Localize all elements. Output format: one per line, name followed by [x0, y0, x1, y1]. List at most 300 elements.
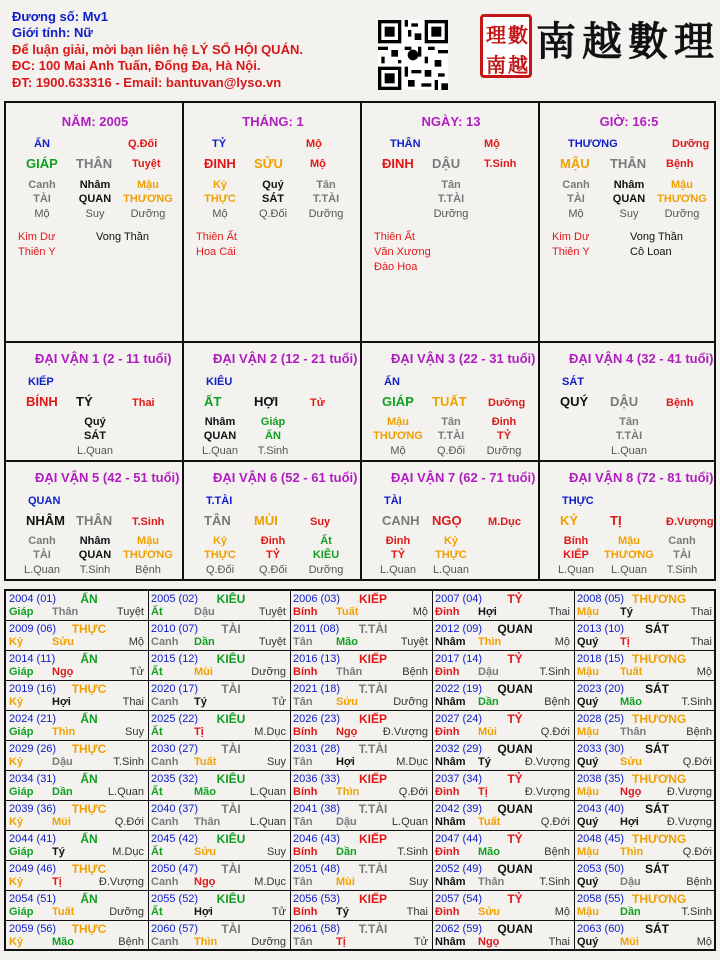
- year-label: 2030 (27): [151, 743, 199, 755]
- dai-van-hidden-ten-god: THƯƠNG: [604, 549, 654, 561]
- year-cell: [432, 711, 575, 741]
- hidden-life-stage: Dưỡng: [308, 208, 344, 220]
- year-cell: [432, 801, 575, 831]
- year-can: Nhâm: [435, 696, 466, 708]
- year-can: Giáp: [9, 606, 34, 618]
- year-label: 2027 (24): [435, 713, 483, 725]
- year-can: Canh: [151, 636, 179, 648]
- year-label: 2026 (23): [293, 713, 341, 725]
- year-label: 2008 (05): [577, 593, 625, 605]
- dai-van-hidden-ten-god: TỶ: [390, 549, 406, 561]
- year-cell: [148, 711, 291, 741]
- year-cell: [432, 591, 575, 621]
- year-chi: Tị: [478, 786, 488, 798]
- year-chi: Tị: [336, 936, 346, 948]
- year-chi: Tuất: [336, 606, 359, 618]
- year-chi: Dần: [52, 786, 73, 798]
- dai-van-hidden-stage: T.Sinh: [79, 564, 111, 576]
- dai-van-title: ĐẠI VẬN 2 (12 - 21 tuổi): [213, 351, 358, 366]
- year-label: 2047 (44): [435, 833, 483, 845]
- year-chi: Tý: [336, 906, 349, 918]
- year-can: Đinh: [435, 666, 460, 678]
- year-label: 2058 (55): [577, 893, 625, 905]
- dai-van-hidden-ten-god: THƯƠNG: [123, 549, 173, 561]
- dai-van-life-stage: Dưỡng: [488, 397, 526, 409]
- year-chi: Sửu: [52, 636, 75, 648]
- year-chi: Ngọ: [336, 726, 358, 738]
- hidden-ten-god: TÀI: [567, 193, 585, 205]
- dai-van-hidden-stage: L.Quan: [432, 564, 470, 576]
- year-life-stage: Suy: [409, 876, 428, 888]
- year-cell: [574, 591, 716, 621]
- header-info: [12, 9, 303, 91]
- year-label: 2025 (22): [151, 713, 199, 725]
- dai-van-hidden-ten-god: QUAN: [203, 430, 237, 442]
- year-ten-god: SÁT: [645, 862, 669, 876]
- hidden-life-stage: Mộ: [34, 208, 50, 220]
- special-star: Văn Xương: [374, 246, 431, 258]
- year-ten-god: THỰC: [71, 802, 107, 816]
- dai-van-chi: DẬU: [610, 394, 639, 409]
- main-chart-panel: [4, 101, 716, 581]
- year-can: Đinh: [435, 786, 460, 798]
- year-label: 2039 (36): [9, 803, 57, 815]
- year-cell: [6, 651, 149, 681]
- year-label: 2050 (47): [151, 863, 199, 875]
- brand-logo-text: 南越數理: [536, 18, 720, 65]
- dai-van-title: ĐẠI VẬN 8 (72 - 81 tuổi): [569, 470, 714, 485]
- pillar-status: Mộ: [484, 138, 500, 150]
- year-life-stage: Bệnh: [544, 846, 570, 858]
- dai-van-life-stage: M.Dục: [488, 516, 521, 528]
- year-label: 2044 (41): [9, 833, 57, 845]
- dai-van-hidden-stage: L.Quan: [76, 445, 114, 457]
- year-can: Mậu: [577, 726, 599, 738]
- year-ten-god: T.TÀI: [358, 682, 388, 696]
- year-ten-god: THỰC: [71, 682, 107, 696]
- year-label: 2045 (42): [151, 833, 199, 845]
- dai-van-hidden-stage: L.Quan: [610, 564, 648, 576]
- dai-van-hidden-stem: Đinh: [385, 535, 411, 547]
- year-chi: Dần: [620, 906, 641, 918]
- year-life-stage: Thai: [548, 936, 570, 948]
- year-can: Bính: [293, 906, 318, 918]
- year-life-stage: M.Dục: [254, 726, 286, 738]
- hidden-life-stage: Q.Đối: [258, 208, 288, 220]
- hidden-ten-god: T.TÀI: [437, 193, 465, 205]
- year-chi: Hợi: [478, 606, 497, 618]
- dai-van-title: ĐẠI VẬN 1 (2 - 11 tuổi): [35, 351, 172, 366]
- year-cell: [432, 861, 575, 891]
- year-label: 2007 (04): [435, 593, 483, 605]
- dai-van-can: BÍNH: [26, 394, 58, 409]
- year-ten-god: KIẾP: [358, 652, 387, 666]
- year-label: 2037 (34): [435, 773, 483, 785]
- year-cell: [290, 681, 433, 711]
- year-life-stage: Dưỡng: [251, 666, 286, 678]
- year-label: 2038 (35): [577, 773, 625, 785]
- contact-note: Để luận giải, mời bạn liên hệ LÝ SỐ HỘI QUÁN.: [12, 41, 303, 57]
- dai-van-hidden-stem: Tân: [441, 416, 461, 428]
- dai-van-hidden-stem: Giáp: [260, 416, 286, 428]
- year-label: 2013 (10): [577, 623, 625, 635]
- year-label: 2022 (19): [435, 683, 483, 695]
- dai-van-title: ĐẠI VẬN 4 (32 - 41 tuổi): [569, 351, 714, 366]
- year-life-stage: Mộ: [128, 636, 144, 648]
- hidden-ten-god: QUAN: [78, 193, 112, 205]
- dai-van-hidden-stem: Mậu: [137, 535, 159, 547]
- year-chi: Tị: [194, 726, 204, 738]
- year-chi: Mão: [52, 936, 74, 948]
- year-cell: [6, 861, 149, 891]
- hidden-stem: Mậu: [671, 179, 693, 191]
- special-star: Thiên Ất: [374, 231, 415, 243]
- year-ten-god: ẤN: [80, 592, 98, 606]
- pillar-ten-god: THƯƠNG: [568, 138, 618, 150]
- year-chi: Tuất: [620, 666, 643, 678]
- year-ten-god: T.TÀI: [358, 862, 388, 876]
- qr-code-icon[interactable]: [378, 20, 448, 90]
- pillar-title: NĂM: 2005: [61, 114, 129, 129]
- year-label: 2018 (15): [577, 653, 625, 665]
- year-label: 2036 (33): [293, 773, 341, 785]
- year-label: 2005 (02): [151, 593, 199, 605]
- year-cell: [432, 681, 575, 711]
- year-cell: [574, 711, 716, 741]
- year-label: 2011 (08): [293, 623, 340, 635]
- year-ten-god: TÀI: [221, 682, 241, 696]
- year-label: 2016 (13): [293, 653, 341, 665]
- dai-van-chi: TÝ: [76, 394, 93, 409]
- dai-van-hidden-stem: Đinh: [491, 416, 517, 428]
- year-can: Tân: [293, 756, 313, 768]
- pillar-title: GIỜ: 16:5: [599, 114, 659, 129]
- hidden-ten-god: SÁT: [262, 193, 284, 205]
- year-cell: [432, 771, 575, 801]
- year-life-stage: M.Dục: [254, 876, 286, 888]
- year-can: Tân: [293, 636, 313, 648]
- year-can: Mậu: [577, 666, 599, 678]
- year-life-stage: Mộ: [554, 906, 570, 918]
- year-life-stage: L.Quan: [391, 816, 428, 828]
- dai-van-hidden-ten-god: KIÊU: [312, 549, 340, 561]
- dai-van-chi: THÂN: [76, 513, 113, 528]
- dai-van-hidden-stem: Nhâm: [79, 535, 111, 547]
- dai-van-chi: NGỌ: [432, 513, 462, 528]
- year-cell: [432, 831, 575, 861]
- year-life-stage: T.Sinh: [113, 756, 144, 768]
- dai-van-hidden-ten-god: ẤN: [265, 430, 281, 442]
- dai-van-hidden-stage: L.Quan: [201, 445, 239, 457]
- year-life-stage: Mộ: [554, 636, 570, 648]
- year-life-stage: Tử: [271, 696, 286, 708]
- year-label: 2061 (58): [293, 923, 341, 935]
- year-chi: Mùi: [52, 816, 71, 828]
- year-ten-god: THỰC: [71, 622, 107, 636]
- year-cell: [6, 741, 149, 771]
- year-cell: [574, 771, 716, 801]
- year-cell: [290, 711, 433, 741]
- year-life-stage: Bệnh: [402, 666, 428, 678]
- year-ten-god: KIÊU: [216, 652, 246, 666]
- dai-van-title: ĐẠI VẬN 6 (52 - 61 tuổi): [213, 470, 358, 485]
- hidden-life-stage: Mộ: [568, 208, 584, 220]
- pillar-ten-god: TỶ: [212, 138, 227, 150]
- dai-van-hidden-ten-god: THỰC: [435, 549, 467, 561]
- year-can: Nhâm: [435, 936, 466, 948]
- year-label: 2042 (39): [435, 803, 483, 815]
- year-ten-god: TỶ: [507, 832, 523, 846]
- year-ten-god: KIÊU: [216, 892, 246, 906]
- year-ten-god: T.TÀI: [358, 802, 388, 816]
- year-chi: Thìn: [620, 846, 644, 858]
- year-ten-god: THƯƠNG: [632, 652, 687, 666]
- year-ten-god: KIÊU: [216, 712, 246, 726]
- hidden-life-stage: Mộ: [212, 208, 228, 220]
- year-label: 2033 (30): [577, 743, 625, 755]
- year-cell: [6, 621, 149, 651]
- year-can: Bính: [293, 666, 318, 678]
- special-star: Hoa Cái: [196, 246, 236, 258]
- dai-van-hidden-stem: Canh: [668, 535, 696, 547]
- dai-van-hidden-ten-god: THỰC: [204, 549, 236, 561]
- year-ten-god: QUAN: [497, 622, 533, 636]
- dai-van-hidden-stem: Mậu: [618, 535, 640, 547]
- address: ĐC: 100 Mai Anh Tuấn, Đống Đa, Hà Nội.: [12, 58, 261, 74]
- pillar-title: THÁNG: 1: [242, 114, 304, 129]
- hidden-life-stage: Dưỡng: [130, 208, 166, 220]
- year-chi: Ngọ: [194, 876, 216, 888]
- year-ten-god: THƯƠNG: [632, 592, 687, 606]
- year-chi: Dậu: [478, 666, 499, 678]
- year-cell: [148, 891, 291, 921]
- year-chi: Dần: [478, 696, 499, 708]
- year-life-stage: Thai: [548, 606, 570, 618]
- year-label: 2006 (03): [293, 593, 341, 605]
- year-can: Giáp: [9, 726, 34, 738]
- year-cell: [290, 651, 433, 681]
- year-can: Quý: [577, 636, 599, 648]
- year-life-stage: Đ.Vượng: [524, 786, 570, 798]
- year-ten-god: THỰC: [71, 862, 107, 876]
- year-cell: [290, 831, 433, 861]
- pillar-status: Q.Đối: [128, 138, 158, 150]
- year-can: Mậu: [577, 786, 599, 798]
- hidden-stem: Kỷ: [212, 179, 228, 191]
- year-can: Nhâm: [435, 816, 466, 828]
- year-life-stage: Đ.Vượng: [382, 726, 428, 738]
- pillar-chi: THÂN: [76, 156, 113, 171]
- dai-van-hidden-stage: Mộ: [390, 445, 406, 457]
- year-label: 2049 (46): [9, 863, 57, 875]
- pillar-can: ĐINH: [382, 156, 414, 171]
- year-chi: Tý: [194, 696, 207, 708]
- dai-van-can: QUÝ: [560, 394, 589, 409]
- dai-van-can: KỶ: [560, 513, 579, 528]
- year-life-stage: L.Quan: [249, 816, 286, 828]
- year-can: Quý: [577, 816, 599, 828]
- year-label: 2029 (26): [9, 743, 57, 755]
- year-cell: [574, 651, 716, 681]
- dai-van-hidden-ten-god: T.TÀI: [615, 430, 643, 442]
- dai-van-hidden-stem: Nhâm: [204, 416, 236, 428]
- year-label: 2015 (12): [151, 653, 199, 665]
- year-label: 2024 (21): [9, 713, 57, 725]
- dai-van-life-stage: Đ.Vượng: [666, 516, 714, 528]
- dai-van-hidden-stem: Mậu: [387, 416, 409, 428]
- year-cell: [6, 681, 149, 711]
- dai-van-ten-god: ẤN: [384, 376, 400, 388]
- year-life-stage: Q.Đới: [682, 846, 712, 858]
- yearly-grid: [4, 589, 716, 951]
- year-ten-god: THỰC: [71, 742, 107, 756]
- dai-van-hidden-stage: Q.Đối: [436, 445, 466, 457]
- year-life-stage: Dưỡng: [109, 906, 144, 918]
- year-chi: Mùi: [620, 936, 639, 948]
- year-label: 2057 (54): [435, 893, 483, 905]
- year-cell: [148, 861, 291, 891]
- year-chi: Mùi: [336, 876, 355, 888]
- dai-van-chi: TỊ: [610, 513, 622, 528]
- hidden-stem: Quý: [262, 179, 284, 191]
- year-chi: Dậu: [52, 756, 73, 768]
- dai-van-hidden-ten-god: TÀI: [33, 549, 51, 561]
- year-life-stage: Q.Đới: [682, 756, 712, 768]
- dai-van-hidden-ten-god: SÁT: [84, 430, 106, 442]
- year-can: Nhâm: [435, 636, 466, 648]
- year-label: 2012 (09): [435, 623, 483, 635]
- year-cell: [148, 621, 291, 651]
- year-chi: Thìn: [336, 786, 360, 798]
- year-can: Giáp: [9, 846, 34, 858]
- pillar-life-stage: Bệnh: [666, 158, 694, 170]
- dai-van-hidden-stage: L.Quan: [610, 445, 648, 457]
- hidden-stem: Nhâm: [79, 179, 111, 191]
- year-ten-god: QUAN: [497, 682, 533, 696]
- year-cell: [574, 621, 716, 651]
- dai-van-hidden-ten-god: TÀI: [673, 549, 691, 561]
- dai-van-hidden-ten-god: TỶ: [496, 430, 512, 442]
- year-cell: [574, 861, 716, 891]
- special-star: Đào Hoa: [374, 261, 418, 273]
- year-ten-god: KIÊU: [216, 772, 246, 786]
- dai-van-life-stage: T.Sinh: [132, 516, 165, 528]
- year-ten-god: SÁT: [645, 622, 669, 636]
- year-chi: Sửu: [194, 846, 217, 858]
- year-cell: [290, 741, 433, 771]
- year-can: Ất: [151, 726, 163, 738]
- year-ten-god: THƯƠNG: [632, 832, 687, 846]
- year-label: 2023 (20): [577, 683, 625, 695]
- row-divider: [6, 460, 714, 462]
- year-ten-god: KIÊU: [216, 832, 246, 846]
- year-life-stage: Thai: [406, 906, 428, 918]
- year-ten-god: KIẾP: [358, 592, 387, 606]
- dai-van-ten-god: QUAN: [28, 495, 61, 507]
- year-life-stage: T.Sinh: [539, 666, 570, 678]
- year-ten-god: QUAN: [497, 862, 533, 876]
- dai-van-can: NHÂM: [26, 513, 65, 528]
- pillar-life-stage: Mộ: [310, 158, 326, 170]
- year-label: 2020 (17): [151, 683, 199, 695]
- dai-van-hidden-stage: L.Quan: [557, 564, 595, 576]
- dai-van-hidden-stem: Kỷ: [212, 535, 228, 547]
- year-ten-god: T.TÀI: [358, 922, 388, 936]
- year-chi: Thìn: [52, 726, 76, 738]
- year-life-stage: T.Sinh: [681, 906, 712, 918]
- year-cell: [6, 801, 149, 831]
- year-cell: [432, 621, 575, 651]
- year-can: Giáp: [9, 666, 34, 678]
- year-life-stage: Đ.Vượng: [98, 876, 144, 888]
- year-chi: Tuất: [52, 906, 75, 918]
- year-life-stage: Tuyệt: [116, 606, 144, 618]
- dai-van-hidden-ten-god: THƯƠNG: [373, 430, 423, 442]
- year-life-stage: Tử: [271, 906, 286, 918]
- year-label: 2021 (18): [293, 683, 341, 695]
- hidden-ten-god: TÀI: [33, 193, 51, 205]
- pillar-life-stage: Tuyệt: [132, 158, 161, 170]
- year-label: 2055 (52): [151, 893, 199, 905]
- year-life-stage: Q.Đới: [540, 726, 570, 738]
- dai-van-can: CANH: [382, 513, 420, 528]
- year-chi: Sửu: [478, 906, 501, 918]
- pillar-chi: DẬU: [432, 156, 461, 171]
- year-can: Mậu: [577, 846, 599, 858]
- year-can: Ất: [151, 666, 163, 678]
- year-chi: Thìn: [194, 936, 218, 948]
- hidden-stem: Tân: [441, 179, 461, 191]
- dai-van-hidden-ten-god: KIẾP: [563, 549, 589, 561]
- year-chi: Thân: [336, 666, 363, 678]
- pillar-ten-god: THÂN: [390, 138, 421, 150]
- year-ten-god: TỶ: [507, 592, 523, 606]
- hidden-life-stage: Suy: [85, 208, 105, 220]
- year-chi: Thìn: [478, 636, 502, 648]
- year-life-stage: M.Dục: [112, 846, 144, 858]
- year-ten-god: KIẾP: [358, 712, 387, 726]
- year-ten-god: SÁT: [645, 802, 669, 816]
- dai-van-hidden-stem: Kỷ: [443, 535, 459, 547]
- year-can: Bính: [293, 726, 318, 738]
- dai-van-chi: TUẤT: [432, 394, 467, 409]
- dai-van-life-stage: Tử: [310, 397, 325, 409]
- year-cell: [6, 921, 149, 951]
- pillar-chi: THÂN: [610, 156, 647, 171]
- year-can: Canh: [151, 696, 179, 708]
- year-chi: Thân: [620, 726, 647, 738]
- year-can: Canh: [151, 876, 179, 888]
- year-can: Kỷ: [9, 876, 24, 888]
- year-cell: [6, 771, 149, 801]
- year-ten-god: SÁT: [645, 682, 669, 696]
- year-label: 2051 (48): [293, 863, 341, 875]
- year-ten-god: KIÊU: [216, 592, 246, 606]
- year-label: 2034 (31): [9, 773, 57, 785]
- pillar-title: NGÀY: 13: [421, 114, 481, 129]
- year-chi: Mùi: [194, 666, 213, 678]
- dai-van-life-stage: Bệnh: [666, 397, 694, 409]
- year-can: Tân: [293, 816, 313, 828]
- dai-van-hidden-stage: Bệnh: [135, 564, 161, 576]
- year-life-stage: Dưỡng: [393, 696, 428, 708]
- year-chi: Thân: [478, 876, 505, 888]
- year-cell: [432, 741, 575, 771]
- special-star: Vong Thần: [96, 231, 150, 243]
- dai-van-ten-god: KIẾP: [28, 376, 54, 388]
- hidden-stem: Mậu: [137, 179, 159, 191]
- year-can: Mậu: [577, 606, 599, 618]
